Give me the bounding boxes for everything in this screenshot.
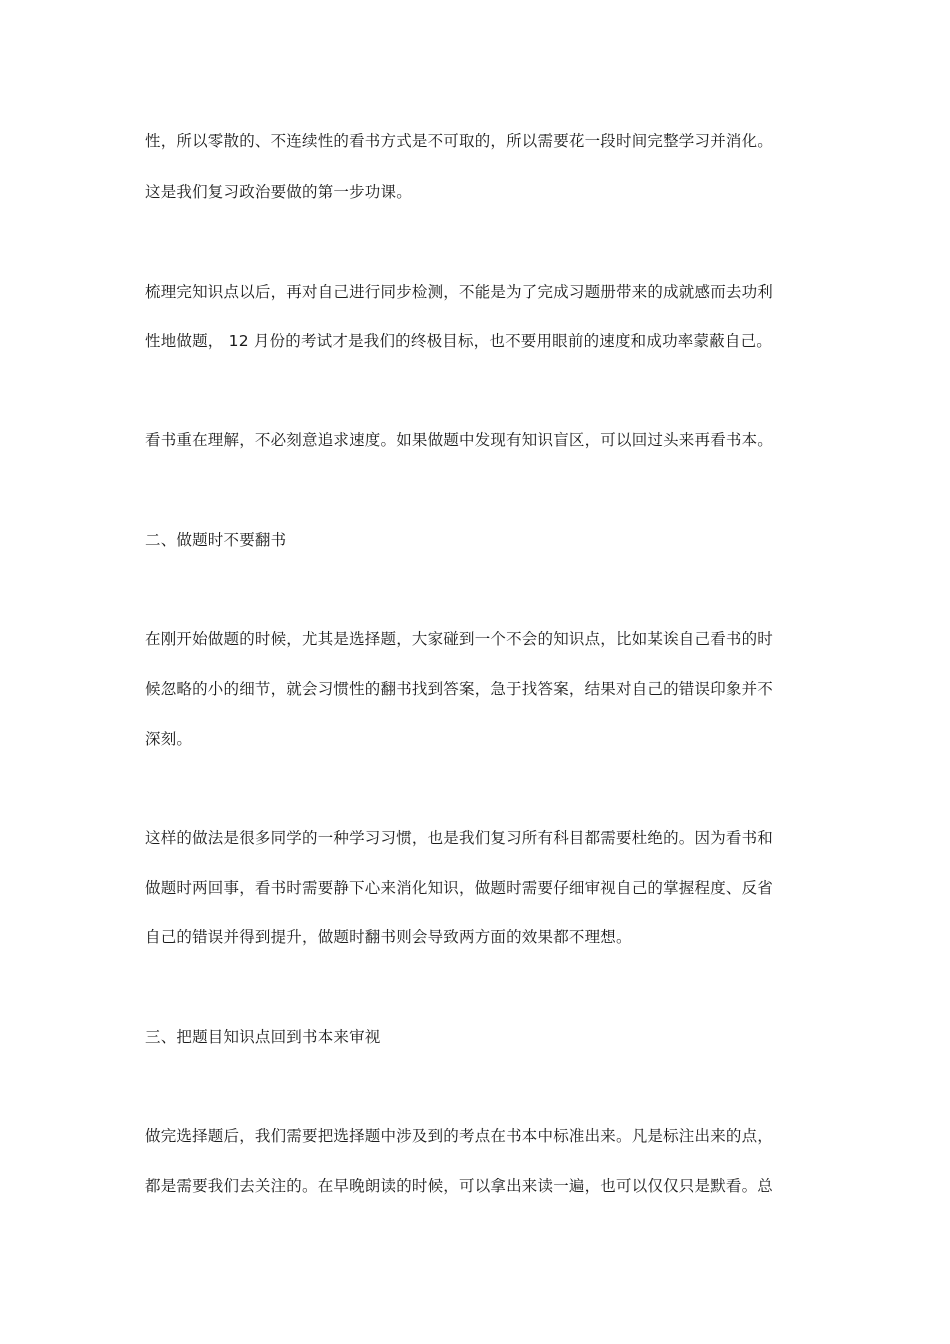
paragraph-8-line-1: 做完选择题后，我们需要把选择题中涉及到的考点在书本中标准出来。凡是标注出来的点， [145, 1127, 774, 1145]
paragraph-1-line-1: 性，所以零散的、不连续性的看书方式是不可取的，所以需要花一段时间完整学习并消化。 [145, 132, 774, 150]
paragraph-5-line-1: 在刚开始做题的时候，尤其是选择题，大家碰到一个不会的知识点，比如某诶自己看书的时 [145, 630, 774, 648]
paragraph-1-line-2: 这是我们复习政治要做的第一步功课。 [145, 183, 412, 201]
paragraph-8-line-2: 都是需要我们去关注的。在早晚朗读的时候，可以拿出来读一遍，也可以仅仅只是默看。总 [145, 1177, 774, 1195]
paragraph-2-line-2: 性地做题， 12 月份的考试才是我们的终极目标，也不要用眼前的速度和成功率蒙蔽自己。 [145, 332, 772, 350]
paragraph-6-line-3: 自己的错误并得到提升，做题时翻书则会导致两方面的效果都不理想。 [145, 928, 632, 946]
paragraph-5-line-3: 深刻。 [145, 730, 193, 748]
paragraph-3-line-1: 看书重在理解，不必刻意追求速度。如果做题中发现有知识盲区，可以回过头来再看书本。 [145, 431, 774, 449]
paragraph-6-line-1: 这样的做法是很多同学的一种学习习惯，也是我们复习所有科目都需要杜绝的。因为看书和 [145, 829, 774, 847]
section-heading-2: 二、做题时不要翻书 [145, 531, 287, 549]
paragraph-2-line-1: 梳理完知识点以后，再对自己进行同步检测，不能是为了完成习题册带来的成就感而去功利 [145, 283, 774, 301]
paragraph-6-line-2: 做题时两回事，看书时需要静下心来消化知识，做题时需要仔细审视自己的掌握程度、反省 [145, 879, 774, 897]
section-heading-3: 三、把题目知识点回到书本来审视 [145, 1028, 381, 1046]
paragraph-5-line-2: 候忽略的小的细节，就会习惯性的翻书找到答案，急于找答案，结果对自己的错误印象并不 [145, 680, 774, 698]
